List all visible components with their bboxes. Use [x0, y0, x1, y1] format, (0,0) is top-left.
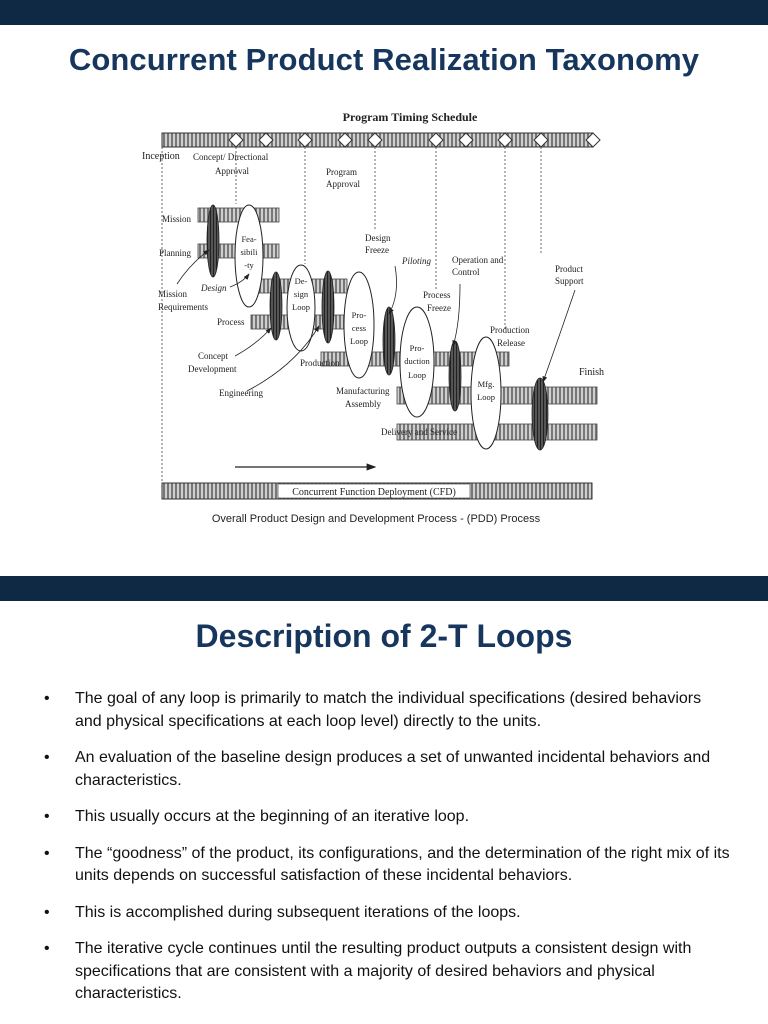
- production-loop-line-1: Pro-: [409, 343, 425, 353]
- label-program-approval-2: Approval: [326, 179, 360, 189]
- label-inception: Inception: [142, 151, 180, 162]
- bullet-marker: •: [44, 844, 50, 862]
- label-process-freeze: Process: [423, 290, 451, 300]
- label-product-support: Product: [555, 264, 583, 274]
- label-engineering: Engineering: [219, 388, 263, 398]
- bullet-item: [40, 938, 730, 1006]
- label-planning: Planning: [159, 248, 192, 258]
- label-delivery-service: Delivery and Service: [381, 427, 457, 437]
- cfd-label: Concurrent Function Deployment (CFD): [292, 487, 456, 498]
- bullet-marker: •: [44, 690, 50, 707]
- feasibility-loop-line-2: sibili: [240, 247, 258, 257]
- label-process-freeze-2: Freeze: [427, 303, 451, 313]
- label-finish: Finish: [579, 367, 605, 378]
- label-concept-approval: Concept/ Directional: [193, 152, 269, 162]
- top-bar: [0, 0, 768, 25]
- label-concept-approval-2: Approval: [215, 166, 249, 176]
- pdd-process-diagram: [135, 104, 615, 508]
- label-production: Production: [300, 358, 340, 368]
- design-loop-line-3: Loop: [292, 302, 310, 312]
- label-operation-control: Operation and: [452, 255, 504, 265]
- design-loop-line-1: De-: [294, 276, 308, 286]
- bullet-item: [40, 902, 730, 925]
- process-loop-line-1: Pro-: [351, 310, 367, 320]
- label-manufacturing-assembly: Manufacturing: [336, 386, 390, 396]
- design-loop-line-2: sign: [293, 289, 309, 299]
- label-concept-development: Concept: [198, 351, 228, 361]
- bullet-text: The iterative cycle continues until the resulting product outputs a consistent design with specifications that are consistent with a majority of desired behaviors and physical characteristics.: [75, 940, 692, 1002]
- diagram-caption: Overall Product Design and Development Process - (PDD) Process: [211, 513, 541, 525]
- production-loop-line-2: duction: [404, 356, 430, 366]
- process-loop-line-3: Loop: [350, 336, 368, 346]
- bullet-text: This usually occurs at the beginning of an iterative loop.: [75, 808, 470, 825]
- bullet-marker: •: [44, 903, 50, 921]
- bullet-marker: •: [44, 808, 50, 825]
- bullet-item: [40, 843, 730, 888]
- bullet-text: This is accomplished during subsequent iterations of the loops.: [75, 903, 521, 921]
- feasibility-loop-line-3: -ty: [244, 260, 254, 270]
- mfg-loop-line-1: Mfg.: [477, 379, 495, 389]
- label-manufacturing-assembly-2: Assembly: [345, 399, 381, 409]
- bullet-list: [40, 688, 730, 1020]
- schedule-label: Program Timing Schedule: [342, 110, 478, 124]
- label-product-support-2: Support: [555, 276, 584, 286]
- label-operation-control-2: Control: [452, 267, 480, 277]
- label-program-approval: Program: [326, 167, 357, 177]
- label-process: Process: [217, 317, 245, 327]
- bullet-marker: •: [44, 940, 50, 957]
- label-mission: Mission: [162, 214, 192, 224]
- feasibility-loop-line-1: Fea-: [241, 234, 257, 244]
- bullet-item: [40, 688, 730, 733]
- label-mission-requirements-2: Requirements: [158, 302, 208, 312]
- mfg-loop-line-2: Loop: [477, 392, 495, 402]
- bullet-text: The “goodness” of the product, its configurations, and the determination of the right mix of its units depends on successful satisfaction of these incidental behaviors.: [75, 844, 730, 884]
- label-mission-requirements: Mission: [158, 289, 188, 299]
- bullet-text: The goal of any loop is primarily to match the individual specifications (desired behaviors and physical specifications at each loop level) directly to the units.: [75, 690, 702, 730]
- bullet-item: [40, 747, 730, 792]
- label-piloting: Piloting: [402, 256, 431, 266]
- slide-title: Concurrent Product Realization Taxonomy: [68, 42, 700, 77]
- bullet-marker: •: [44, 749, 50, 766]
- label-design-freeze-2: Freeze: [365, 245, 389, 255]
- label-production-release: Production: [490, 325, 530, 335]
- slide-title-2: Description of 2-T Loops: [195, 618, 573, 654]
- label-production-release-2: Release: [497, 338, 525, 348]
- bullet-text: An evaluation of the baseline design produces a set of unwanted incidental behaviors and characteristics.: [75, 749, 711, 789]
- label-concept-development-2: Development: [188, 364, 237, 374]
- production-loop-line-3: Loop: [408, 370, 426, 380]
- label-design: Design: [201, 283, 227, 293]
- process-loop-line-2: cess: [351, 323, 367, 333]
- bullet-item: [40, 806, 730, 829]
- slide-separator-bar: [0, 576, 768, 601]
- label-design-freeze: Design: [365, 233, 391, 243]
